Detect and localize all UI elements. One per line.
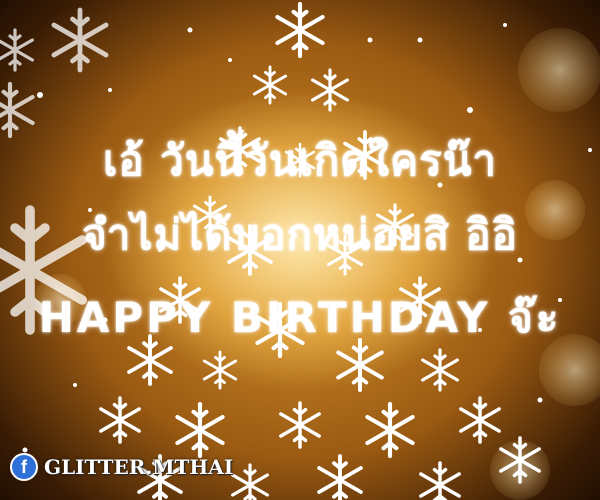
greeting-line-3: HAPPY BIRTHDAY จ๊ะ xyxy=(38,293,562,342)
facebook-icon: f xyxy=(10,453,38,481)
greeting-line-2: จำไม่ได้บอกหน่อยสิ อิอิ xyxy=(82,210,518,259)
watermark xyxy=(10,452,233,482)
watermark-text: GLITTER.MTHAI xyxy=(44,455,234,479)
greeting-line-1: เอ้ วันนี้วันเกิดใครน๊า xyxy=(102,136,498,185)
